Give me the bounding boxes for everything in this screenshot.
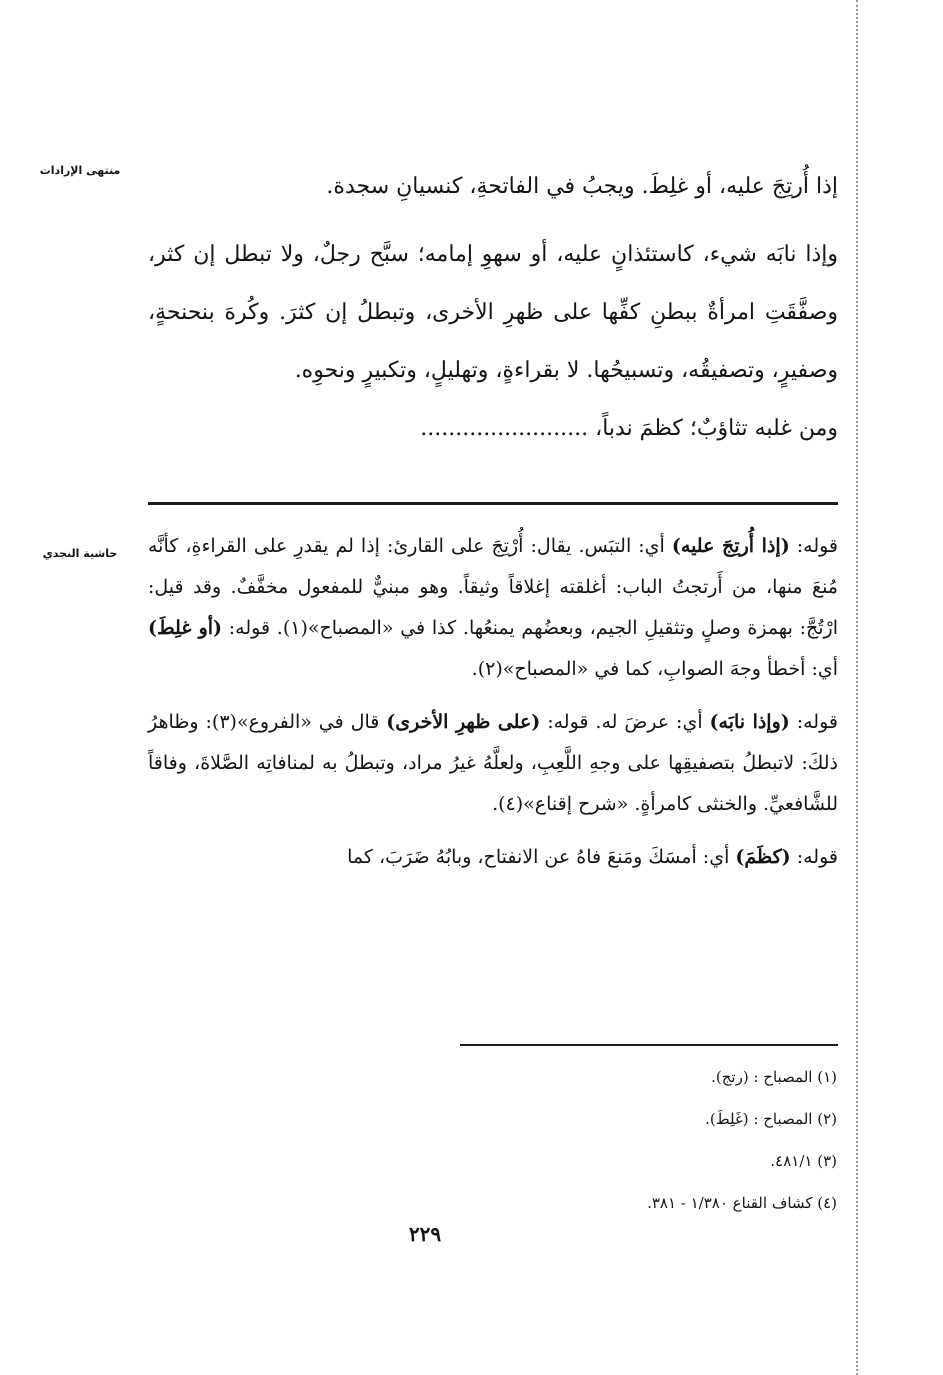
sharh-2-text: أي: عرضَ له. قوله: [540, 711, 710, 733]
sharh-1-text: أي: التبَس. يقال: أُرْتِجَ على القارئ: إذا لم يقدرِ على القراءةِ، كأنَّه مُنعَ منها، من أَرتجتُ الباب: أغلقته إغلاقاً وثيقاً. وهو مبنيٌّ للمفعول مخفَّفٌ. وقد قيل: ارْتُجَّ: بهمزة وصلٍ وتثقيلِ الجيم، وبعضُهم يمنعُها. كذا في «المصباح»(١). قوله: [148, 535, 839, 639]
continuation-dots: ........................ [420, 416, 589, 441]
footnote-4: (٤) كشاف القناع ١/٣٨٠ - ٣٨١. [647, 1194, 837, 1212]
sharh-3-lemma: (كظَمَ) [735, 846, 791, 868]
sharh-3-intro: قوله: [790, 846, 838, 868]
sharh-2-lemma: (وإذا نابَه) [709, 711, 790, 733]
sharh-3-text: أي: أمسَكَ ومَنعَ فاهُ عن الانفتاح، وبابُهُ ضَرَبَ، كما [347, 846, 736, 868]
sharh-1-intro: قوله: [789, 535, 839, 557]
matn-text [148, 158, 838, 458]
sharh-2-lemma-2: (على ظهرِ الأخرى) [386, 711, 541, 733]
matn-last-line [148, 400, 838, 458]
sharh-side-label: حاشية النجدي [42, 547, 118, 560]
matn-side-label: منتهى الإرادات [39, 164, 121, 177]
sharh-paragraph-3 [148, 837, 838, 878]
sharh-text [148, 526, 838, 890]
sharh-paragraph-1 [148, 526, 838, 690]
binding-margin-line [856, 0, 858, 1375]
footnote-2: (٢) المصباح : (غَلِطَ). [705, 1110, 837, 1128]
footnotes [417, 1056, 837, 1224]
matn-last-line-text: ومن غلبه تثاؤبٌ؛ كظمَ ندباً، [595, 416, 838, 441]
section-divider [148, 502, 838, 505]
matn-paragraph: وإذا نابَه شيء، كاستئذانٍ عليه، أو سهوِ إمامه؛ سبَّح رجلٌ، ولا تبطل إن كثر، وصفَّقَتِ امرأةٌ ببطنِ كفِّها على ظهرِ الأخرى، وتبطلُ إن كثرَ. وكُرهَ بنحنحةٍ، وصفيرٍ، وتصفيقُه، وتسبيحُها. لا بقراءةٍ، وتهليلٍ، وتكبيرٍ ونحوِه. [148, 242, 838, 383]
page-number: ٢٢٩ [408, 1222, 442, 1246]
footnote-divider [460, 1044, 838, 1046]
matn-opening-line: إذا أُرتِجَ عليه، أو غلِطَ. ويجبُ في الفاتحةِ، كنسيانِ سجدة. [326, 174, 838, 199]
sharh-1-lemma-2: (أو غلِطَ) [148, 617, 223, 639]
footnote-1: (١) المصباح : (رتج). [711, 1068, 837, 1086]
sharh-1-text-2: أي: أخطأ وجهَ الصوابِ، كما في «المصباح»(٢). [471, 658, 838, 680]
sharh-1-lemma: (إذا أُرتِجَ عليه) [671, 535, 790, 557]
sharh-2-text-2: قال في «الفروع»(٣): وظاهرُ ذلكَ: لاتبطلُ بتصفيقِها على وجهِ اللَّعِبِ، ولعلَّهُ غيرُ مراد، وتبطلُ به لمنافاتِه الصَّلاةَ، وفاقاً للشَّافعيِّ. والخنثى كامرأةٍ. «شرح إقناع»(٤). [148, 711, 838, 815]
sharh-2-intro: قوله: [789, 711, 838, 733]
footnote-3: (٣) ٤٨١/١. [770, 1152, 837, 1170]
sharh-paragraph-2 [148, 702, 838, 825]
